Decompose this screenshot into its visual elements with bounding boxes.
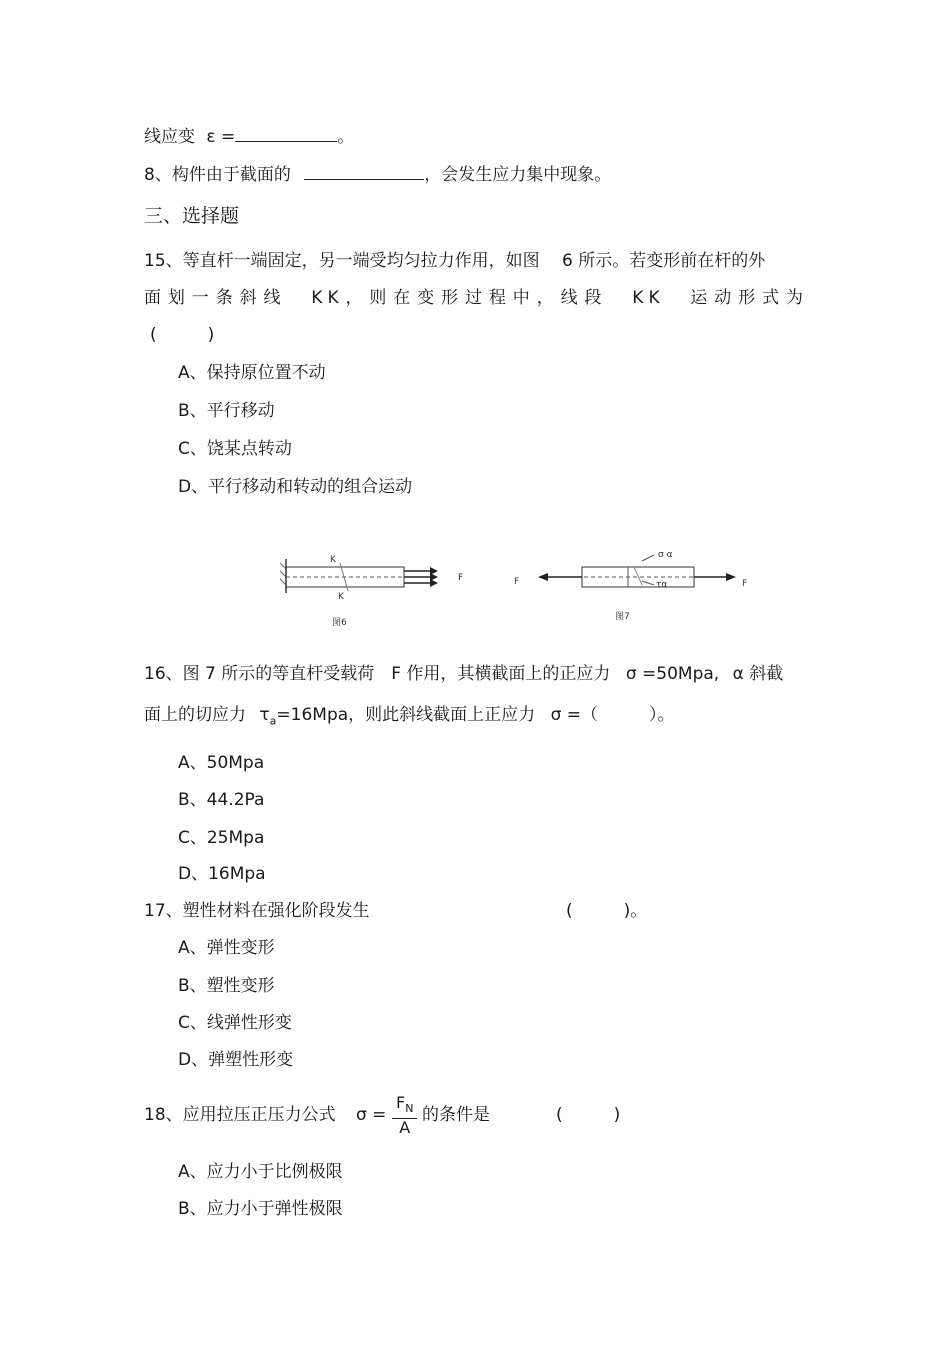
q16-option-b[interactable]: B、44.2Pa bbox=[178, 790, 265, 810]
q16-line1-a: 16、图 7 所示的等直杆受载荷 F 作用，其横截面上的正应力 bbox=[144, 664, 611, 684]
q17-option-c[interactable]: C、线弹性形变 bbox=[178, 1013, 292, 1033]
q7-blank[interactable] bbox=[235, 125, 337, 142]
q18-sigma: σ = bbox=[356, 1105, 387, 1125]
fig7-sigma-alpha: σ α bbox=[658, 550, 673, 560]
q17-option-a[interactable]: A、弹性变形 bbox=[178, 938, 275, 958]
fig7-force-right: F bbox=[742, 579, 748, 589]
q18-suffix: 的条件是 bbox=[422, 1105, 490, 1125]
strain-symbol: ε = bbox=[206, 127, 236, 147]
q18-numerator bbox=[392, 1094, 417, 1119]
q15-option-b[interactable]: B、平行移动 bbox=[178, 401, 275, 421]
figure-6 bbox=[280, 555, 463, 628]
q16-line2 bbox=[144, 704, 675, 732]
q17-option-d[interactable]: D、弹塑性形变 bbox=[178, 1050, 294, 1070]
q7-tail bbox=[144, 125, 354, 148]
q18-fraction bbox=[392, 1094, 417, 1137]
q8-blank[interactable] bbox=[304, 163, 424, 180]
q15-option-a[interactable]: A、保持原位置不动 bbox=[178, 363, 326, 383]
q18-denominator: A bbox=[399, 1118, 411, 1138]
q18-paren: ( ) bbox=[556, 1105, 621, 1125]
q16-sigma-value: σ =50Mpa, bbox=[625, 664, 720, 684]
q18-num-f: F bbox=[396, 1093, 406, 1112]
fig6-k-bottom: K bbox=[338, 592, 344, 602]
figures-6-7 bbox=[270, 545, 770, 630]
question-8 bbox=[144, 163, 611, 186]
fig6-k-top: K bbox=[330, 555, 336, 565]
q16-tau-sub: a bbox=[269, 714, 277, 728]
fig6-caption: 图6 bbox=[332, 618, 347, 628]
fig7-tau-alpha: τα bbox=[656, 580, 668, 590]
q8-suffix: ，会发生应力集中现象。 bbox=[424, 165, 612, 185]
q16-tau: τ bbox=[259, 705, 270, 725]
q17-text: 17、塑性材料在强化阶段发生 bbox=[144, 901, 370, 921]
fig7-caption: 图7 bbox=[615, 612, 630, 622]
q16-option-a[interactable]: A、50Mpa bbox=[178, 753, 265, 773]
q16-alpha: α 斜截 bbox=[732, 664, 784, 684]
q15-line1: 15、等直杆一端固定，另一端受均匀拉力作用，如图 6 所示。若变形前在杆的外 bbox=[144, 251, 766, 271]
q8-prefix: 8、构件由于截面的 bbox=[144, 165, 291, 185]
q18-num-sub: N bbox=[405, 1102, 414, 1116]
q18-option-b[interactable]: B、应力小于弹性极限 bbox=[178, 1199, 343, 1219]
q17-paren: ( )。 bbox=[566, 901, 648, 921]
q16-option-c[interactable]: C、25Mpa bbox=[178, 828, 265, 848]
q18-option-a[interactable]: A、应力小于比例极限 bbox=[178, 1162, 343, 1182]
fig7-force-left: F bbox=[514, 577, 520, 587]
q16-line2-a: 面上的切应力 bbox=[144, 705, 246, 725]
figure-7 bbox=[514, 550, 747, 622]
q7-text: 线应变 bbox=[144, 127, 195, 147]
q7-end: 。 bbox=[337, 127, 355, 147]
q16-line1 bbox=[144, 663, 783, 685]
q15-paren: ( ) bbox=[150, 325, 215, 345]
q18-prefix: 18、应用拉压正压力公式 bbox=[144, 1105, 336, 1125]
section-title: 三、选择题 bbox=[144, 205, 240, 227]
q17-option-b[interactable]: B、塑性变形 bbox=[178, 976, 275, 996]
fig6-force-label: F bbox=[458, 573, 464, 583]
q15-option-c[interactable]: C、饶某点转动 bbox=[178, 439, 292, 459]
q15-line2: 面划一条斜线 KK，则在变形过程中，线段 KK 运动形式为 bbox=[144, 288, 808, 308]
q16-option-d[interactable]: D、16Mpa bbox=[178, 864, 266, 884]
q16-line2-b: =16Mpa，则此斜线截面上正应力 bbox=[276, 705, 536, 725]
q15-option-d[interactable]: D、平行移动和转动的组合运动 bbox=[178, 477, 413, 497]
q16-answer-paren: σ =（ ）。 bbox=[550, 705, 675, 725]
